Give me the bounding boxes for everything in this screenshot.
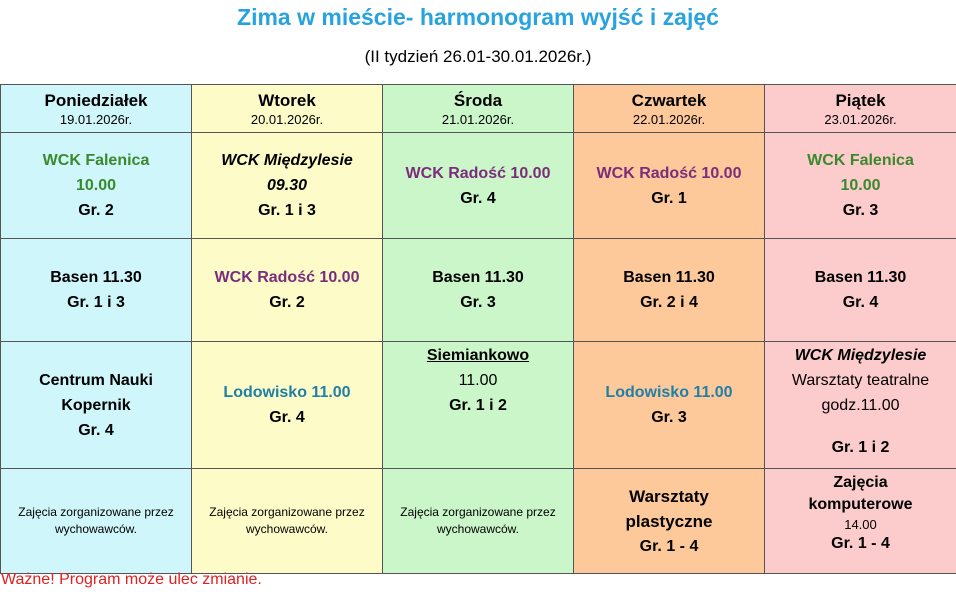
note-text: Zajęcia zorganizowane przez [18,505,174,519]
schedule-row-3 [1,342,956,469]
group-label: Gr. 1 [651,189,687,207]
activity-place: Siemiankowo [426,347,530,364]
activity-place: WCK Międzylesie [221,152,353,169]
cell-thursday-2 [574,239,765,342]
group-label: Gr. 1 i 2 [449,397,507,414]
cell-tuesday-1 [192,133,383,239]
page-subtitle: (II tydzień 26.01-30.01.2026r.) [364,47,592,66]
day-date: 23.01.2026r. [824,111,897,127]
cell-friday-4 [765,469,956,574]
activity-place: WCK Radość 10.00 [214,269,360,286]
activity-place: WCK Radość 10.00 [596,164,742,182]
cell-thursday-4 [574,469,765,574]
schedule-row-2 [1,239,956,342]
note-text: wychowawców. [245,522,329,536]
note-text: Zajęcia zorganizowane przez [209,505,365,519]
note-text: wychowawców. [54,522,138,536]
day-name: Środa [453,90,503,110]
note-text: wychowawców. [436,522,520,536]
note-text: Zajęcia zorganizowane przez [400,505,556,519]
activity-place: Centrum Nauki [39,371,153,389]
group-label: Gr. 1 i 2 [831,439,890,456]
cell-thursday-3 [574,342,765,469]
cell-wednesday-2 [383,239,574,342]
day-date: 20.01.2026r. [250,111,324,127]
activity-place: WCK Radość 10.00 [405,164,551,182]
group-label: Gr. 3 [460,294,496,311]
activity-name-cont: plastyczne [625,511,713,531]
day-name: Piątek [835,90,886,110]
activity-place: WCK Falenica [807,152,914,169]
day-date: 22.01.2026r. [632,111,706,127]
day-name: Poniedziałek [44,90,148,110]
activity-time: 09.30 [266,177,308,194]
schedule-row-1 [1,133,956,239]
cell-wednesday-3 [383,342,574,469]
activity-time: 10.00 [75,177,117,194]
group-label: Gr. 2 [78,202,114,219]
activity-name-cont: komputerowe [808,496,913,513]
group-label: Gr. 3 [651,409,687,426]
group-label: Gr. 4 [269,409,305,426]
activity-place: Basen 11.30 [623,269,715,286]
activity-place: Basen 11.30 [432,269,524,286]
group-label: Gr. 1 - 4 [639,537,699,555]
activity-place: Lodowisko 11.00 [605,384,733,401]
cell-friday-2 [765,239,956,342]
activity-place: WCK Falenica [42,152,150,169]
activity-name: Warsztaty teatralne [791,372,930,389]
activity-name: Warsztaty [629,486,709,506]
day-name: Wtorek [258,90,316,110]
activity-name: Zajęcia [833,474,888,491]
group-label: Gr. 2 i 4 [640,294,698,311]
day-header-monday [1,85,192,133]
group-label: Gr. 2 [269,294,305,311]
warning-note: Ważne! Program może ulec zmianie. [1,571,262,588]
group-label: Gr. 1 i 3 [258,202,316,219]
group-label: Gr. 4 [460,189,496,207]
cell-tuesday-3 [192,342,383,469]
activity-time: 14.00 [844,517,877,532]
cell-wednesday-4 [383,469,574,574]
cell-monday-3 [1,342,192,469]
activity-time: 10.00 [840,177,881,194]
activity-place: Basen 11.30 [814,269,907,286]
day-header-wednesday [383,85,574,133]
activity-place-cont: Kopernik [61,396,131,414]
activity-time: godz.11.00 [821,397,900,414]
cell-tuesday-2 [192,239,383,342]
spacer [767,418,954,435]
group-label: Gr. 4 [78,421,114,439]
activity-place: Basen 11.30 [50,269,142,286]
day-name: Czwartek [631,90,707,110]
cell-monday-2 [1,239,192,342]
schedule-table [0,84,956,574]
cell-thursday-1 [574,133,765,239]
group-label: Gr. 3 [842,202,879,219]
day-date: 21.01.2026r. [441,111,515,127]
cell-tuesday-4 [192,469,383,574]
group-label: Gr. 4 [842,294,879,311]
cell-monday-4 [1,469,192,574]
activity-time: 11.00 [458,372,498,389]
page-title: Zima w mieście- harmonogram wyjść i zajęć [237,4,719,30]
group-label: Gr. 1 - 4 [831,535,890,552]
day-date: 19.01.2026r. [59,111,133,127]
day-header-thursday [574,85,765,133]
activity-place: Lodowisko 11.00 [223,384,351,401]
cell-wednesday-1 [383,133,574,239]
day-header-tuesday [192,85,383,133]
header-row [1,85,956,133]
schedule-row-4 [1,469,956,574]
activity-place: WCK Międzylesie [794,347,927,364]
group-label: Gr. 1 i 3 [67,294,125,311]
cell-monday-1 [1,133,192,239]
cell-friday-3 [765,342,956,469]
day-header-friday [765,85,956,133]
cell-friday-1 [765,133,956,239]
